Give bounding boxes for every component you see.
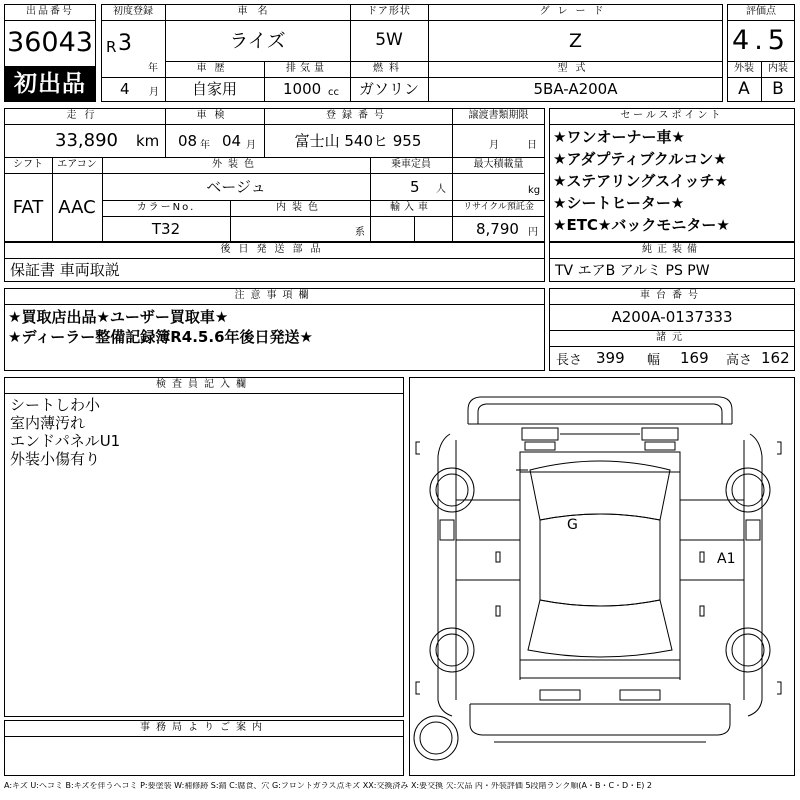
inspection-month-unit: 月 <box>246 140 256 151</box>
grade-label: グレード <box>539 6 612 17</box>
height-value: 162 <box>761 349 790 367</box>
length-label: 長さ <box>556 353 583 368</box>
dims-label: 諸元 <box>656 332 688 343</box>
mileage-label: 走行 <box>66 110 103 121</box>
first-reg-label: 初度登録 <box>113 6 153 17</box>
score-value: 4.5 <box>732 25 790 56</box>
sales-point-item: ★シートヒーター★ <box>553 194 685 212</box>
damage-mark-g: G <box>567 517 578 533</box>
color-no-label: カラーNo. <box>136 202 196 213</box>
ac-value: AAC <box>58 197 96 218</box>
displacement-label: 排気量 <box>286 63 328 74</box>
history-label: 車歴 <box>196 63 233 74</box>
color-no: T32 <box>151 220 181 238</box>
model-label: 型式 <box>557 63 594 74</box>
damage-mark-a1: A1 <box>717 551 736 567</box>
transfer-month-unit: 月 <box>489 140 499 151</box>
ext-grade: A <box>738 79 750 99</box>
inspector-line: 室内薄汚れ <box>10 414 86 432</box>
int-grade-label: 内装 <box>768 63 788 74</box>
capacity-label: 乗車定員 <box>391 159 431 170</box>
inspector-line: シートしわ小 <box>10 396 101 414</box>
sales-point-item: ★ワンオーナー車★ <box>553 128 685 146</box>
car-diagram <box>409 377 795 776</box>
door-type: 5W <box>375 30 403 50</box>
max-load-label: 最大積載量 <box>473 159 524 170</box>
sales-point-item: ★アダプティブクルコン★ <box>553 150 727 168</box>
int-color-unit: 系 <box>355 227 365 238</box>
sales-point-item: ★ETC★バックモニター★ <box>553 216 730 234</box>
grade-value: Z <box>568 30 583 52</box>
lot-label: 出品番号 <box>26 6 74 17</box>
transfer-day-unit: 日 <box>527 140 537 151</box>
score-label: 評価点 <box>746 6 776 17</box>
chassis-label: 車台番号 <box>640 290 704 301</box>
capacity-value: 5 <box>410 178 420 196</box>
legend-text: A:キズ U:ヘコミ B:キズを伴うヘコミ P:要塗装 W:補修跡 S:錆 C:腐食、穴 G:フロントガラス点キズ XX:交換済み X:要交換 欠:欠品 内・外装評価 5段階ランク順(A・B・C・D・E) 2 <box>4 782 653 790</box>
later-parts-label: 後日発送部品 <box>220 244 329 255</box>
inspector-line: エンドパネルU1 <box>10 432 121 450</box>
ext-grade-label: 外装 <box>734 63 754 74</box>
inspector-label: 検査員記入欄 <box>156 379 252 390</box>
shift-label: シフト <box>13 159 43 170</box>
equipment-text: TV エアB アルミ PS PW <box>555 263 710 279</box>
mileage-value: 33,890 <box>55 130 118 151</box>
transfer-docs-label: 譲渡書類期限 <box>468 110 529 121</box>
notes-label: 注意事項欄 <box>234 290 315 301</box>
ext-color-label: 外装色 <box>212 159 260 170</box>
ext-color: ベージュ <box>206 178 266 196</box>
fuel-label: 燃料 <box>373 63 405 74</box>
fuel-value: ガソリン <box>358 80 419 98</box>
plate-number: 富士山 540ヒ 955 <box>294 132 422 150</box>
cc-unit: cc <box>328 87 339 98</box>
km-unit: km <box>136 132 160 150</box>
import-label: 輸入車 <box>390 202 432 213</box>
chassis-number: A200A-0137333 <box>611 308 733 326</box>
car-name: ライズ <box>229 30 286 52</box>
lot-number: 36043 <box>7 27 93 58</box>
int-grade: B <box>772 79 784 99</box>
reg-year-unit: 年 <box>148 63 158 74</box>
reg-year: 3 <box>118 31 132 56</box>
width-label: 幅 <box>647 353 661 368</box>
door-label: ドア形状 <box>367 6 411 17</box>
inspection-month: 04 <box>222 132 242 150</box>
height-label: 高さ <box>726 353 753 368</box>
recycle-value: 8,790 <box>476 220 519 238</box>
reg-era: R <box>106 38 117 56</box>
recycle-label: リサイクル預託金 <box>463 202 534 212</box>
history-value: 自家用 <box>191 80 237 98</box>
sales-point-item: ★ステアリングスイッチ★ <box>553 172 728 190</box>
later-parts-text: 保証書 車両取説 <box>10 261 120 279</box>
ac-label: エアコン <box>57 159 97 170</box>
inspection-year-unit: 年 <box>200 140 210 151</box>
sales-points-label: セールスポイント <box>620 110 724 121</box>
displacement-value: 1000 <box>283 80 322 98</box>
model-code: 5BA-A200A <box>533 80 618 98</box>
first-listing-badge: 初出品 <box>5 67 95 101</box>
plate-label: 登録番号 <box>326 110 390 121</box>
car-name-label: 車名 <box>237 6 278 17</box>
reg-month-unit: 月 <box>149 87 159 98</box>
inspection-year: 08 <box>178 132 198 150</box>
capacity-unit: 人 <box>436 184 446 195</box>
int-color-label: 内装色 <box>276 202 324 213</box>
office-label: 事務局よりご案内 <box>140 722 268 733</box>
equipment-label: 純正装備 <box>642 244 702 255</box>
width-value: 169 <box>680 349 709 367</box>
vehicle-info-grid <box>4 108 545 242</box>
length-value: 399 <box>596 349 625 367</box>
notes-line: ★買取店出品★ユーザー買取車★ <box>8 308 229 326</box>
inspection-label: 車検 <box>196 110 233 121</box>
reg-month: 4 <box>120 80 130 98</box>
inspector-line: 外装小傷有り <box>10 450 101 468</box>
shift-value: FAT <box>12 197 44 218</box>
notes-line: ★ディーラー整備記録簿R4.5.6年後日発送★ <box>8 328 313 346</box>
load-unit: kg <box>528 185 541 196</box>
yen-unit: 円 <box>528 227 538 238</box>
